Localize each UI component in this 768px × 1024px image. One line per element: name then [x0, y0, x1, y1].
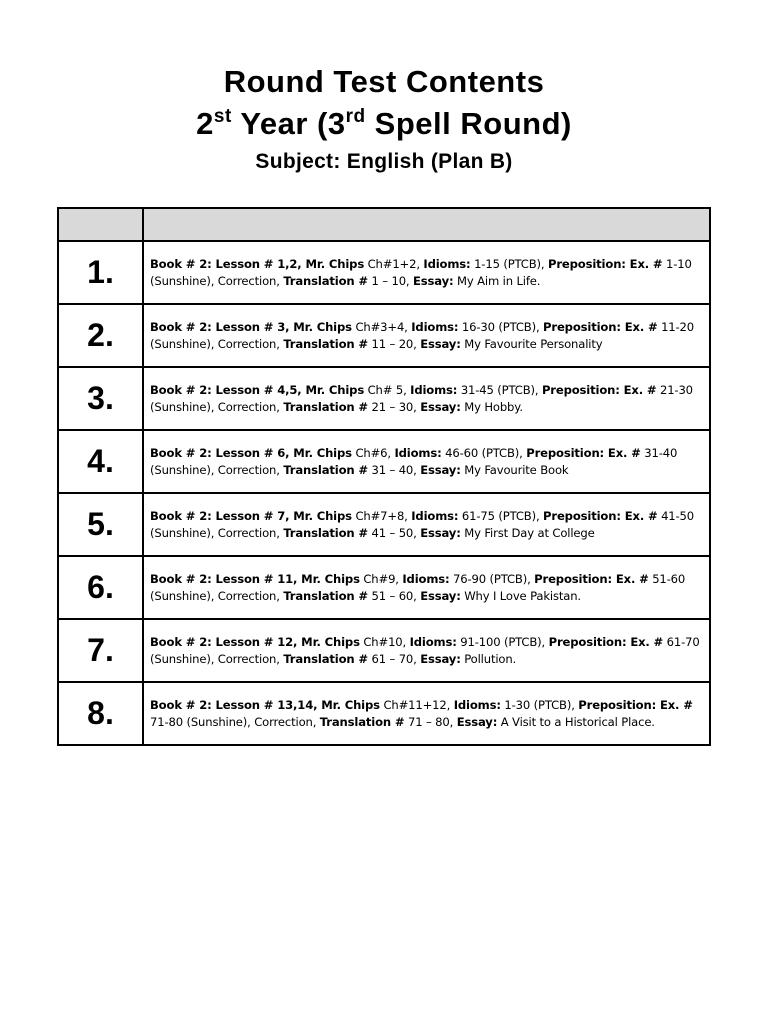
essay-title: Pollution.: [460, 651, 517, 666]
idioms-label: Idioms:: [411, 509, 459, 523]
book-lesson-label: Book # 2: Lesson # 12, Mr. Chips: [150, 635, 360, 649]
preposition-range: 11-20 (Sunshine), Correction,: [150, 320, 695, 351]
row-contents: [143, 304, 710, 367]
essay-title: My Hobby.: [460, 399, 523, 414]
idioms-range: 1-30 (PTCB),: [500, 698, 579, 712]
preposition-label: Preposition: Ex. #: [543, 509, 658, 523]
essay-title: Why I Love Pakistan.: [460, 588, 581, 603]
page-subtitle: [0, 106, 768, 142]
book-lesson-label: Book # 2: Lesson # 7, Mr. Chips: [150, 509, 352, 523]
table-row: [58, 241, 710, 304]
row-number: 8.: [58, 682, 143, 745]
book-lesson-label: Book # 2: Lesson # 3, Mr. Chips: [150, 320, 352, 334]
row-number: 3.: [58, 367, 143, 430]
row-contents: [143, 430, 710, 493]
table-row: [58, 367, 710, 430]
translation-label: Translation #: [283, 336, 368, 351]
preposition-label: Preposition: Ex. #: [541, 383, 657, 397]
preposition-range: 51-60 (Sunshine), Correction,: [150, 572, 686, 603]
mr-chips-chapters: Ch# 5,: [364, 383, 411, 397]
page-title-text: Round Test Contents: [223, 64, 545, 99]
row-number: 4.: [58, 430, 143, 493]
translation-label: Translation #: [283, 273, 368, 288]
translation-range: 1 – 10,: [367, 273, 413, 288]
preposition-label: Preposition: Ex. #: [578, 698, 693, 712]
translation-range: 21 – 30,: [367, 399, 421, 414]
preposition-label: Preposition: Ex. #: [534, 572, 649, 586]
idioms-range: 46-60 (PTCB),: [441, 446, 527, 460]
year-number: 2: [196, 106, 214, 141]
subject-heading: [0, 150, 768, 174]
translation-range: 61 – 70,: [367, 651, 421, 666]
row-contents: [143, 241, 710, 304]
idioms-label: Idioms:: [394, 446, 442, 460]
essay-title: My Favourite Book: [460, 462, 569, 477]
row-number: 2.: [58, 304, 143, 367]
row-contents: [143, 367, 710, 430]
preposition-range: 41-50 (Sunshine), Correction,: [150, 509, 695, 540]
preposition-label: Preposition: Ex. #: [548, 257, 663, 271]
row-contents: [143, 556, 710, 619]
essay-label: Essay:: [456, 714, 498, 729]
table-row: [58, 619, 710, 682]
idioms-range: 16-30 (PTCB),: [458, 320, 544, 334]
translation-label: Translation #: [283, 588, 368, 603]
table-row: [58, 304, 710, 367]
essay-title: My First Day at College: [460, 525, 595, 540]
round-label: Spell Round): [365, 106, 572, 141]
idioms-range: 91-100 (PTCB),: [456, 635, 549, 649]
mr-chips-chapters: Ch#7+8,: [351, 509, 412, 523]
preposition-label: Preposition: Ex. #: [543, 320, 658, 334]
contents-table: [57, 207, 711, 746]
subject-text: Subject: English (Plan B): [255, 150, 513, 173]
mr-chips-chapters: Ch#1+2,: [364, 257, 424, 271]
essay-label: Essay:: [413, 273, 454, 288]
table-body: [58, 241, 710, 745]
preposition-label: Preposition: Ex. #: [526, 446, 641, 460]
table-row: [58, 493, 710, 556]
translation-range: 31 – 40,: [367, 462, 421, 477]
translation-label: Translation #: [283, 462, 368, 477]
row-number: 6.: [58, 556, 143, 619]
page-title: [0, 64, 768, 100]
table-row: [58, 430, 710, 493]
book-lesson-label: Book # 2: Lesson # 4,5, Mr. Chips: [150, 383, 365, 397]
mr-chips-chapters: Ch#10,: [359, 635, 410, 649]
idioms-label: Idioms:: [411, 320, 459, 334]
idioms-label: Idioms:: [410, 383, 458, 397]
book-lesson-label: Book # 2: Lesson # 11, Mr. Chips: [150, 572, 360, 586]
preposition-range: 1-10 (Sunshine), Correction,: [150, 257, 692, 288]
table-header-row: [58, 208, 710, 241]
book-lesson-label: Book # 2: Lesson # 1,2, Mr. Chips: [150, 257, 365, 271]
translation-label: Translation #: [283, 651, 368, 666]
idioms-range: 1-15 (PTCB),: [470, 257, 548, 271]
book-lesson-label: Book # 2: Lesson # 13,14, Mr. Chips: [150, 698, 380, 712]
mr-chips-chapters: Ch#3+4,: [351, 320, 412, 334]
year-label: Year (3: [231, 106, 346, 141]
idioms-range: 61-75 (PTCB),: [458, 509, 544, 523]
book-lesson-label: Book # 2: Lesson # 6, Mr. Chips: [150, 446, 352, 460]
row-contents: [143, 619, 710, 682]
mr-chips-chapters: Ch#11+12,: [379, 698, 454, 712]
row-number: 1.: [58, 241, 143, 304]
essay-label: Essay:: [420, 462, 461, 477]
translation-label: Translation #: [283, 525, 368, 540]
translation-range: 51 – 60,: [367, 588, 421, 603]
essay-title: A Visit to a Historical Place.: [497, 714, 655, 729]
row-contents: [143, 682, 710, 745]
preposition-range: 61-70 (Sunshine), Correction,: [150, 635, 700, 666]
round-ordinal: rd: [345, 106, 366, 127]
mr-chips-chapters: Ch#9,: [359, 572, 403, 586]
idioms-label: Idioms:: [402, 572, 450, 586]
idioms-label: Idioms:: [423, 257, 471, 271]
header-cell-number: [58, 208, 143, 241]
idioms-label: Idioms:: [453, 698, 501, 712]
essay-label: Essay:: [420, 525, 461, 540]
essay-label: Essay:: [420, 399, 461, 414]
translation-range: 41 – 50,: [367, 525, 421, 540]
essay-title: My Favourite Personality: [460, 336, 603, 351]
translation-label: Translation #: [283, 399, 368, 414]
translation-label: Translation #: [319, 714, 405, 729]
table-row: [58, 682, 710, 745]
idioms-range: 76-90 (PTCB),: [449, 572, 535, 586]
table-row: [58, 556, 710, 619]
idioms-range: 31-45 (PTCB),: [457, 383, 542, 397]
mr-chips-chapters: Ch#6,: [351, 446, 395, 460]
preposition-label: Preposition: Ex. #: [548, 635, 664, 649]
translation-range: 71 – 80,: [404, 714, 457, 729]
preposition-range: 31-40 (Sunshine), Correction,: [150, 446, 678, 477]
header-cell-contents: [143, 208, 710, 241]
translation-range: 11 – 20,: [367, 336, 421, 351]
essay-label: Essay:: [420, 651, 461, 666]
row-number: 7.: [58, 619, 143, 682]
preposition-range: 71-80 (Sunshine), Correction,: [150, 714, 320, 729]
row-contents: [143, 493, 710, 556]
essay-title: My Aim in Life.: [453, 273, 541, 288]
row-number: 5.: [58, 493, 143, 556]
essay-label: Essay:: [420, 588, 461, 603]
year-ordinal: st: [213, 106, 232, 127]
idioms-label: Idioms:: [409, 635, 457, 649]
preposition-range: 21-30 (Sunshine), Correction,: [150, 383, 693, 414]
essay-label: Essay:: [420, 336, 461, 351]
